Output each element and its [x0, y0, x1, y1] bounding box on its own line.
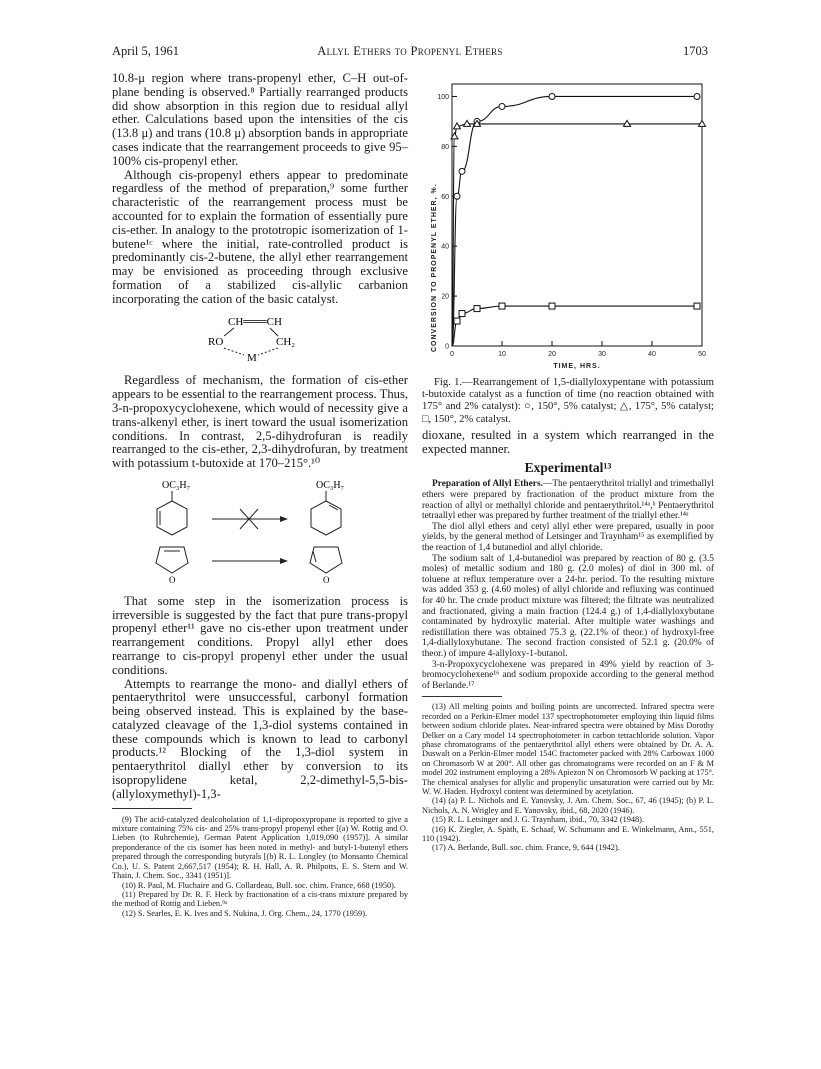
structure-label: RO — [208, 335, 224, 348]
conversion-chart — [422, 72, 714, 375]
series-line-square — [452, 306, 697, 346]
structure-label: CH═══CH — [228, 315, 282, 328]
data-point-square — [694, 303, 700, 309]
figure-1 — [422, 72, 714, 375]
x-tick-label: 20 — [548, 351, 556, 358]
dihydrofuran-ring — [310, 547, 342, 573]
y-tick-label: 80 — [441, 143, 449, 151]
data-point-circle — [549, 93, 555, 99]
data-point-square — [474, 306, 480, 312]
experimental-body — [422, 479, 714, 691]
series-line-triangle — [452, 124, 702, 346]
footnote: (11) Prepared by Dr. R. F. Heck by fractionation of a cis-trans mixture prepared by the method of Rottig and Lieben.⁹ᵃ — [112, 889, 408, 909]
isomerization-scheme — [112, 477, 408, 589]
data-point-square — [459, 311, 465, 317]
right-body — [422, 429, 714, 457]
header-page-number: 1703 — [683, 44, 708, 58]
cyclohexene-ring — [311, 501, 341, 535]
series-line-circle — [452, 96, 697, 346]
figure-caption: Fig. 1.—Rearrangement of 1,5-diallyloxypentane with potassium t-butoxide catalyst as a function of time (no reaction obtained with 175° and 2% catalyst): ○, 150°, 5% catalyst; △, 175°, 5% catalyst; □, 150°, 2% catalyst. — [422, 377, 714, 425]
double-bond — [329, 505, 338, 510]
header-date: April 5, 1961 — [112, 44, 180, 58]
data-point-square — [454, 318, 460, 324]
paragraph: The diol allyl ethers and cetyl allyl ether were prepared, usually in poor yields, by the general method of Letsinger and Traynham¹⁵ as exemplified by the reaction of 1,4 butanediol and allyl chloride. — [422, 521, 714, 553]
dashed-bond — [224, 348, 244, 355]
left-column — [112, 72, 408, 918]
y-tick-label: 0 — [445, 343, 449, 351]
footnote: (9) The acid-catalyzed dealcoholation of 1,1-dipropoxypropane is reported to give a mixture containing 75% cis- and 25% trans-propyl propenyl ether [(a) W. Rottig and O. Lieben (to Ruhrchemie), German Patent Application 1,019,090 (1957)]. A similar preponderance of the cis isomer has been noted in methyl- and butyl-1-butenyl ethers prepared through the corresponding butyrals [(b) R. L. Longley (to Monsanto Chemical Co.), U. S. Patent 2,667,517 (1954); R. H. Hall, A. R. Philpotts, E. S. Stern and W. Thain, J. Chem. Soc., 3341 (1951)]. — [112, 814, 408, 881]
data-point-circle — [694, 93, 700, 99]
footnote-rule — [422, 696, 502, 697]
run-in-heading: Preparation of Allyl Ethers. — [432, 479, 543, 490]
carbanion-structure — [112, 313, 408, 369]
bond — [270, 328, 278, 336]
paragraph: 3-n-Propoxycyclohexene was prepared in 49% yield by reaction of 3-bromocyclohexene¹⁶ and sodium propoxide according to the general method of Berlande.¹⁷ — [422, 659, 714, 691]
footnote-rule — [112, 808, 192, 809]
data-point-circle — [459, 168, 465, 174]
x-tick-label: 10 — [498, 351, 506, 358]
paragraph: Regardless of mechanism, the formation of cis-ether appears to be essential to the rearrangement process. Thus, 3-n-propoxycyclohexene, which would of necessity give a trans-alkenyl ether, is inert toward the usual isomerization conditions. In contrast, 2,5-dihydrofuran is readily rearranged to the cis-ether, 2,3-dihydrofuran, by treatment with potassium t-butoxide at 170–215°.¹⁰ — [112, 373, 408, 471]
arrow-head — [280, 516, 288, 522]
footnote: (17) A. Berlande, Bull. soc. chim. France, 9, 644 (1942). — [432, 843, 620, 853]
cyclohexene-ring — [157, 501, 187, 535]
data-point-circle — [499, 103, 505, 109]
data-point-square — [549, 303, 555, 309]
paragraph: That some step in the isomerization process is irreversible is suggested by the fact that pure trans-propyl propenyl ether¹¹ gave no cis-ether upon treatment under rearrangement conditions. Propyl allyl ether does rearrange to cis-propyl propenyl ether under the usual conditions. — [112, 593, 408, 677]
left-footnotes — [112, 815, 408, 918]
bond — [224, 328, 234, 336]
data-point-square — [499, 303, 505, 309]
carbanion-structure-drawing — [112, 313, 408, 365]
paragraph: The sodium salt of 1,4-butanediol was prepared by reaction of 80 g. (3.5 moles) of metallic sodium and 180 g. (2.0 moles) of diol in 300 ml. of toluene at reflux temperature over a 24-hr. period. To the resulting mixture was added 353 g. (4.60 moles) of allyl chloride and refluxing was continued for 40 hr. The crude product mixture was filtered; the filtrate was neutralized and fractionated, giving a main fraction (124.4 g.) of 1,4-diallyloxybutane contaminated by hydroxylic material. After multiple water washings and redistillation there was obtained 75.3 g. (22.1% of theor.) of hydroxyl-free 1,4-diallyloxybutane. The second fraction consisted of 52.1 g. (20.0% of theor.) of impure 4-allyloxy-1-butanol. — [422, 553, 714, 659]
y-tick-label: 20 — [441, 293, 449, 301]
x-tick-label: 30 — [598, 351, 606, 358]
y-tick-label: 40 — [441, 243, 449, 251]
paragraph-text: —The pentaerythritol triallyl and trimethallyl ethers were prepared by fractionation of the product mixture from the reaction of allyl or methallyl chloride and pentaerythritol.¹⁴ᵃ,ᵇ Pentaerythritol tetraallyl ether was prepared by further treatment of the triallyl ether.¹⁴ᵃ — [422, 479, 714, 522]
footnote: (16) K. Ziegler, A. Späth, E. Schaaf, W. Schumann and E. Winkelmann, Ann., 551, 110 (1942). — [422, 824, 714, 843]
paragraph — [422, 479, 714, 521]
paragraph: Attempts to rearrange the mono- and diallyl ethers of pentaerythritol were unsuccessful, carbonyl formation being observed instead. This is explained by the base-catalyzed cleavage of the 1,3-diol systems contained in these compounds which is known to lead to carbonyl products.¹² Blocking of the 1,3-diol system in pentaerythritol diallyl ether by conversion to its isopropylidene ketal, 2,2-dimethyl-5,5-bis-(allyloxymethyl)-1,3- — [112, 676, 408, 801]
left-body — [112, 72, 408, 802]
section-heading: Experimental¹³ — [524, 460, 612, 476]
structure-label: O — [323, 574, 330, 585]
y-axis-label: CONVERSION TO PROPENYL ETHER, %. — [431, 183, 438, 352]
y-tick-label: 100 — [437, 93, 449, 101]
structure-label: O — [169, 574, 176, 585]
arrow-head — [280, 558, 288, 564]
x-tick-label: 40 — [648, 351, 656, 358]
right-footnotes — [422, 702, 714, 853]
structure-label: CH₂ — [276, 335, 296, 348]
double-bond — [313, 551, 316, 562]
footnote: (15) R. L. Letsinger and J. G. Traynham, ibid., 70, 3342 (1948). — [432, 815, 645, 825]
y-tick-label: 60 — [441, 193, 449, 201]
paragraph: 10.8-μ region where trans-propenyl ether, C–H out-of-plane bending is observed.⁸ Partially rearranged products did show absorption in this region due to residual allyl ether. Calculations based upon the intensities of the cis (13.8 μ) and trans (10.8 μ) absorption bands in appropriate cases indicate that the rearrangement proceeds to give 95–100% cis-propenyl ether. — [112, 71, 408, 168]
running-header — [112, 44, 708, 60]
data-series — [451, 93, 706, 346]
header-title: Allyl Ethers to Propenyl Ethers — [317, 44, 503, 58]
footnote: (14) (a) P. L. Nichols and E. Yanovsky, J. Am. Chem. Soc., 67, 46 (1945); (b) P. L. Nichols, A. N. Wrigley and E. Yanovsky, ibid., 68, 2020 (1946). — [422, 796, 714, 815]
structure-label: OC₃H₇ — [316, 479, 345, 491]
x-axis — [450, 341, 706, 358]
x-tick-label: 50 — [698, 351, 706, 358]
x-axis-label: TIME, HRS. — [553, 363, 601, 370]
footnote: (10) R. Paul, M. Fluchaire and G. Collardeau, Bull. soc. chim. France, 668 (1950). — [122, 880, 396, 890]
structure-label: M — [247, 351, 257, 364]
right-column — [422, 72, 714, 853]
paragraph: dioxane, resulted in a system which rearranged in the expected manner. — [422, 427, 714, 456]
plot-frame — [452, 84, 702, 346]
dashed-bond — [258, 348, 278, 355]
isomerization-scheme-drawing — [112, 477, 408, 585]
footnote: (12) S. Searles, E. K. Ives and S. Nukina, J. Org. Chem., 24, 1770 (1959). — [122, 908, 368, 918]
data-point-circle — [454, 193, 460, 199]
structure-label: OC₃H₇ — [162, 479, 191, 491]
x-tick-label: 0 — [450, 351, 454, 358]
paragraph: Although cis-propenyl ethers appear to predominate regardless of the method of preparation,⁹ some further characteristic of the rearrangement process must be accounted for to explain the formation of essentially pure cis-ether. In analogy to the prototropic isomerization of 1-butene¹ᶜ where the initial, rate-controlled product is predominantly cis-2-butene, the allyl ether rearrangement may be envisioned as proceeding through exclusive formation of a stabilized cis-allylic carbanion incorporating the cation of the basic catalyst. — [112, 167, 408, 306]
footnote: (13) All melting points and boiling points are uncorrected. Infrared spectra were recorded on a Perkin-Elmer model 137 spectrophotometer employing thin liquid films between sodium chloride plates. Near-infrared spectra were obtained by Miss Dorothy Delker on a Cary model 14 spectrophotometer in carbon tetrachloride solution. Vapor phase chromatograms of the pentaerythritol allyl ethers were obtained by Dr. A. A. Duswalt on a Perkin-Elmer model 154C fractometer packed with 28% Carbowax 1000 on Chromasorb W at 200°. All other gas chromatograms were recorded on an F & M model 202 instrument employing a 28% Apiezon N on Chromosorb W packing at 175°. The chemical analyses for allylic and propenylic unsaturation were carried out by Mr. W. W. Haden. Hydroxyl content was determined by acetylation. — [422, 702, 714, 796]
